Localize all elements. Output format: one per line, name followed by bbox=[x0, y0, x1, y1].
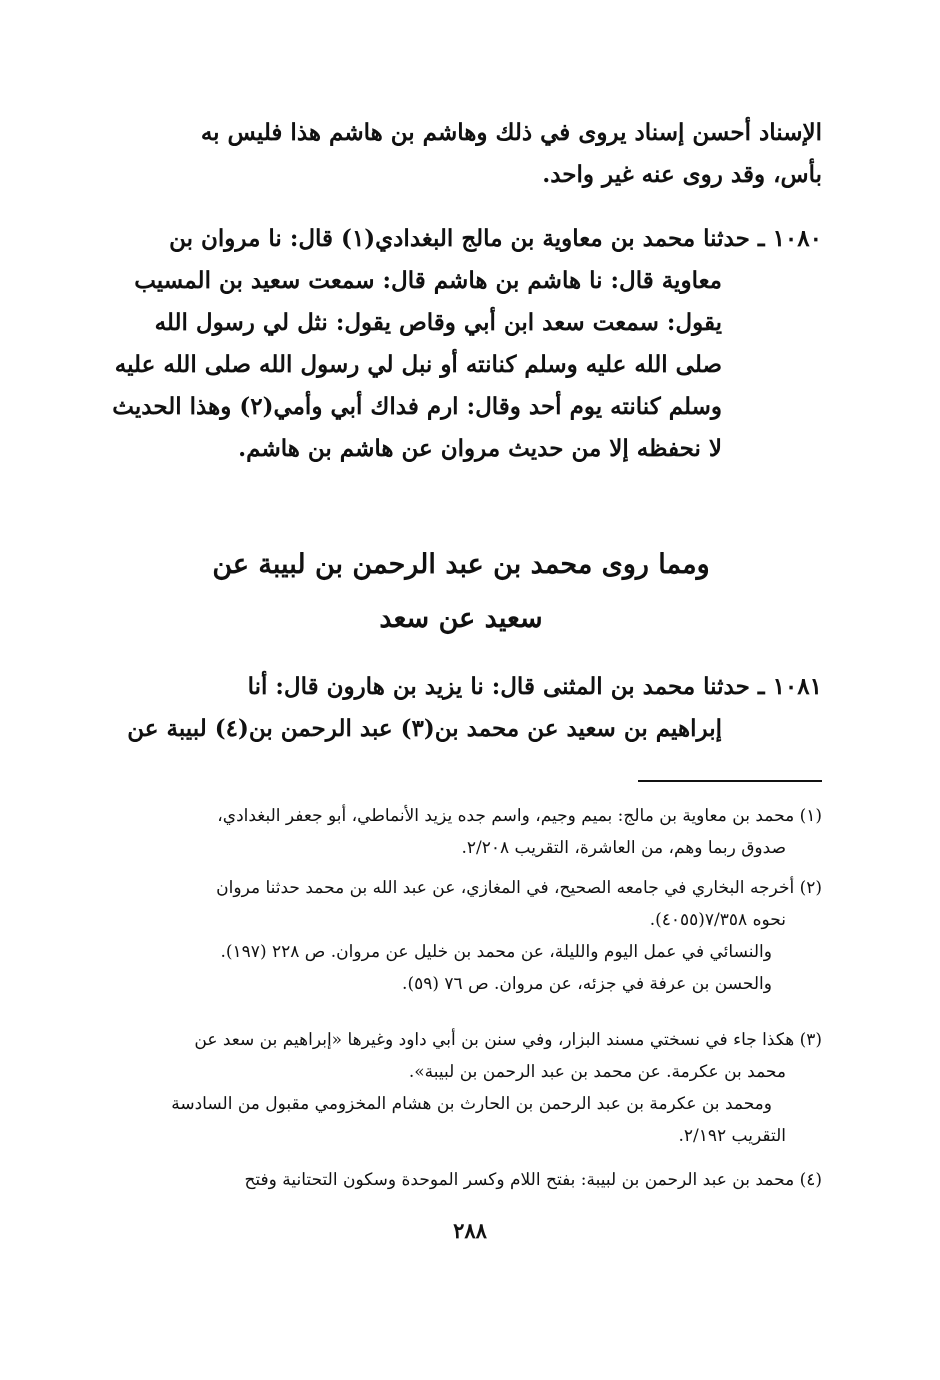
footnote-separator bbox=[638, 780, 822, 782]
footnote-1 bbox=[100, 800, 822, 864]
footnote-3 bbox=[100, 1024, 822, 1152]
text-segment: حدثنا محمد بن المثنى قال: نا يزيد بن هارون قال: أنا bbox=[247, 673, 750, 700]
text-line: بأس، وقد روى عنه غير واحد. bbox=[542, 161, 822, 188]
footnote-line: ومحمد بن عكرمة بن عبد الرحمن بن الحارث بن هشام المخزومي مقبول من السادسة bbox=[171, 1094, 772, 1114]
text-line: يقول: سمعت سعد ابن أبي وقاص يقول: نثل لي رسول الله bbox=[154, 309, 722, 336]
text-segment: حدثنا محمد بن معاوية بن مالج البغدادي(١) قال: نا مروان بن bbox=[169, 225, 750, 252]
section-heading bbox=[100, 538, 822, 646]
footnote-line: والحسن بن عرفة في جزئه، عن مروان. ص ٧٦ (٥٩). bbox=[402, 974, 772, 994]
text-line: الإسناد أحسن إسناد يروى في ذلك وهاشم بن هاشم هذا فليس به bbox=[200, 119, 822, 146]
footnote-line: والنسائي في عمل اليوم والليلة، عن محمد بن خليل عن مروان. ص ٢٢٨ (١٩٧). bbox=[220, 942, 772, 962]
footnote-2 bbox=[100, 872, 822, 1000]
footnote-line: التقريب ٢/١٩٢. bbox=[678, 1126, 786, 1146]
text-line bbox=[100, 218, 822, 260]
page-number: ٢٨٨ bbox=[453, 1218, 487, 1243]
hadith-1081 bbox=[100, 666, 822, 750]
text-line: لا نحفظه إلا من حديث مروان عن هاشم بن هاشم. bbox=[238, 435, 722, 462]
hadith-number: ١٠٨١ ـ bbox=[757, 673, 822, 700]
hadith-1080 bbox=[100, 218, 822, 470]
footnote-line: (٣) هكذا جاء في نسختي مسند البزار، وفي سنن بن أبي داود وغيرها «إبراهيم بن سعد عن bbox=[194, 1030, 822, 1050]
footnote-line: (٢) أخرجه البخاري في جامعه الصحيح، في المغازي، عن عبد الله بن محمد حدثنا مروان bbox=[216, 878, 822, 898]
footnote-line: (٤) محمد بن عبد الرحمن بن لبيبة: بفتح اللام وكسر الموحدة وسكون التحتانية وفتح bbox=[244, 1170, 822, 1190]
footnote-line: صدوق ربما وهم، من العاشرة، التقريب ٢/٢٠٨. bbox=[461, 838, 786, 858]
heading-line: ومما روى محمد بن عبد الرحمن بن لبيبة عن bbox=[212, 549, 710, 580]
footnote-line: (١) محمد بن معاوية بن مالج: بميم وجيم، واسم جده يزيد الأنماطي، أبو جعفر البغدادي، bbox=[217, 806, 822, 826]
footnote-line: محمد بن عكرمة. عن محمد بن عبد الرحمن بن لبيبة». bbox=[408, 1062, 786, 1082]
text-line: صلى الله عليه وسلم كنانته أو نبل لي رسول الله صلى الله عليه bbox=[114, 351, 722, 378]
heading-line: سعيد عن سعد bbox=[379, 603, 543, 634]
footnote-line: نحوه ٧/٣٥٨(٤٠٥٥). bbox=[649, 910, 786, 930]
footnote-4 bbox=[100, 1164, 822, 1196]
paragraph-intro bbox=[100, 112, 822, 196]
hadith-number: ١٠٨٠ ـ bbox=[757, 225, 822, 252]
text-line: وسلم كنانته يوم أحد وقال: ارم فداك أبي وأمي(٢) وهذا الحديث bbox=[112, 393, 722, 420]
text-line: معاوية قال: نا هاشم بن هاشم قال: سمعت سعيد بن المسيب bbox=[134, 267, 722, 294]
text-line: إبراهيم بن سعيد عن محمد بن(٣) عبد الرحمن بن(٤) لبيبة عن bbox=[127, 715, 722, 742]
text-line bbox=[100, 666, 822, 708]
